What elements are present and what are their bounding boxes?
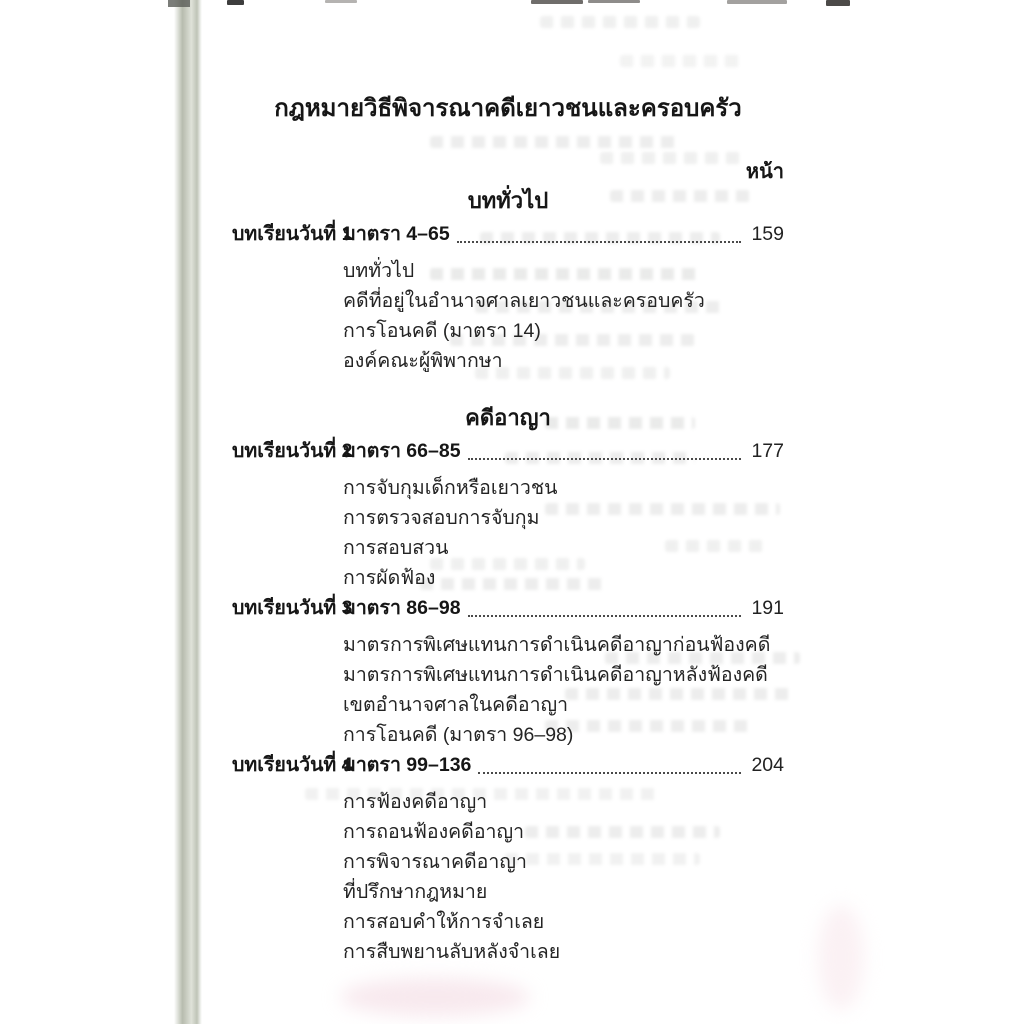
toc-subitem: การสอบสวน	[343, 537, 449, 559]
toc-subitem: การถอนฟ้องคดีอาญา	[343, 821, 525, 843]
toc-subitem: ที่ปรึกษากฎหมาย	[343, 881, 488, 903]
toc-subitem: มาตรการพิเศษแทนการดำเนินคดีอาญาก่อนฟ้องคดี	[343, 634, 771, 656]
lesson-page-number: 191	[751, 597, 784, 619]
toc-subitem: การผัดฟ้อง	[343, 567, 436, 589]
toc-lesson-row	[232, 438, 784, 465]
toc-lesson-row	[232, 595, 784, 622]
dotted-leader	[468, 615, 741, 617]
toc-subitem: การฟ้องคดีอาญา	[343, 791, 488, 813]
toc-lesson-row	[232, 752, 784, 779]
toc-subitem: เขตอำนาจศาลในคดีอาญา	[343, 694, 569, 716]
lesson-articles-range: มาตรา 99–136	[343, 754, 472, 776]
toc-subitem: การพิจารณาคดีอาญา	[343, 851, 527, 873]
page-number-column-label: หน้า	[745, 161, 784, 183]
toc-subitem: การโอนคดี (มาตรา 14)	[343, 320, 541, 342]
toc-subitem: องค์คณะผู้พิพากษา	[343, 350, 503, 372]
dotted-leader	[457, 241, 741, 243]
toc-subitem: การโอนคดี (มาตรา 96–98)	[343, 724, 574, 746]
dotted-leader	[478, 772, 741, 774]
toc-subitem: บททั่วไป	[343, 260, 415, 282]
lesson-label: บทเรียนวันที่ 1	[232, 223, 353, 245]
toc-subitem: คดีที่อยู่ในอำนาจศาลเยาวชนและครอบครัว	[343, 290, 705, 312]
section-heading: คดีอาญา	[465, 405, 551, 430]
toc-subitem: การสอบคำให้การจำเลย	[343, 911, 545, 933]
lesson-label: บทเรียนวันที่ 4	[232, 754, 353, 776]
lesson-page-number: 177	[751, 440, 784, 462]
lesson-label: บทเรียนวันที่ 3	[232, 597, 353, 619]
toc-subitem: การจับกุมเด็กหรือเยาวชน	[343, 477, 558, 499]
toc-lesson-row	[232, 221, 784, 248]
dotted-leader	[468, 458, 741, 460]
lesson-articles-range: มาตรา 4–65	[343, 223, 450, 245]
lesson-page-number: 204	[751, 754, 784, 776]
toc-subitem: การสืบพยานลับหลังจำเลย	[343, 941, 561, 963]
page-title: กฎหมายวิธีพิจารณาคดีเยาวชนและครอบครัว	[274, 95, 742, 122]
lesson-page-number: 159	[751, 223, 784, 245]
toc-subitem: มาตรการพิเศษแทนการดำเนินคดีอาญาหลังฟ้องคดี	[343, 664, 768, 686]
toc-subitem: การตรวจสอบการจับกุม	[343, 507, 540, 529]
lesson-label: บทเรียนวันที่ 2	[232, 440, 353, 462]
lesson-articles-range: มาตรา 86–98	[343, 597, 461, 619]
section-heading: บททั่วไป	[467, 188, 549, 213]
lesson-articles-range: มาตรา 66–85	[343, 440, 461, 462]
